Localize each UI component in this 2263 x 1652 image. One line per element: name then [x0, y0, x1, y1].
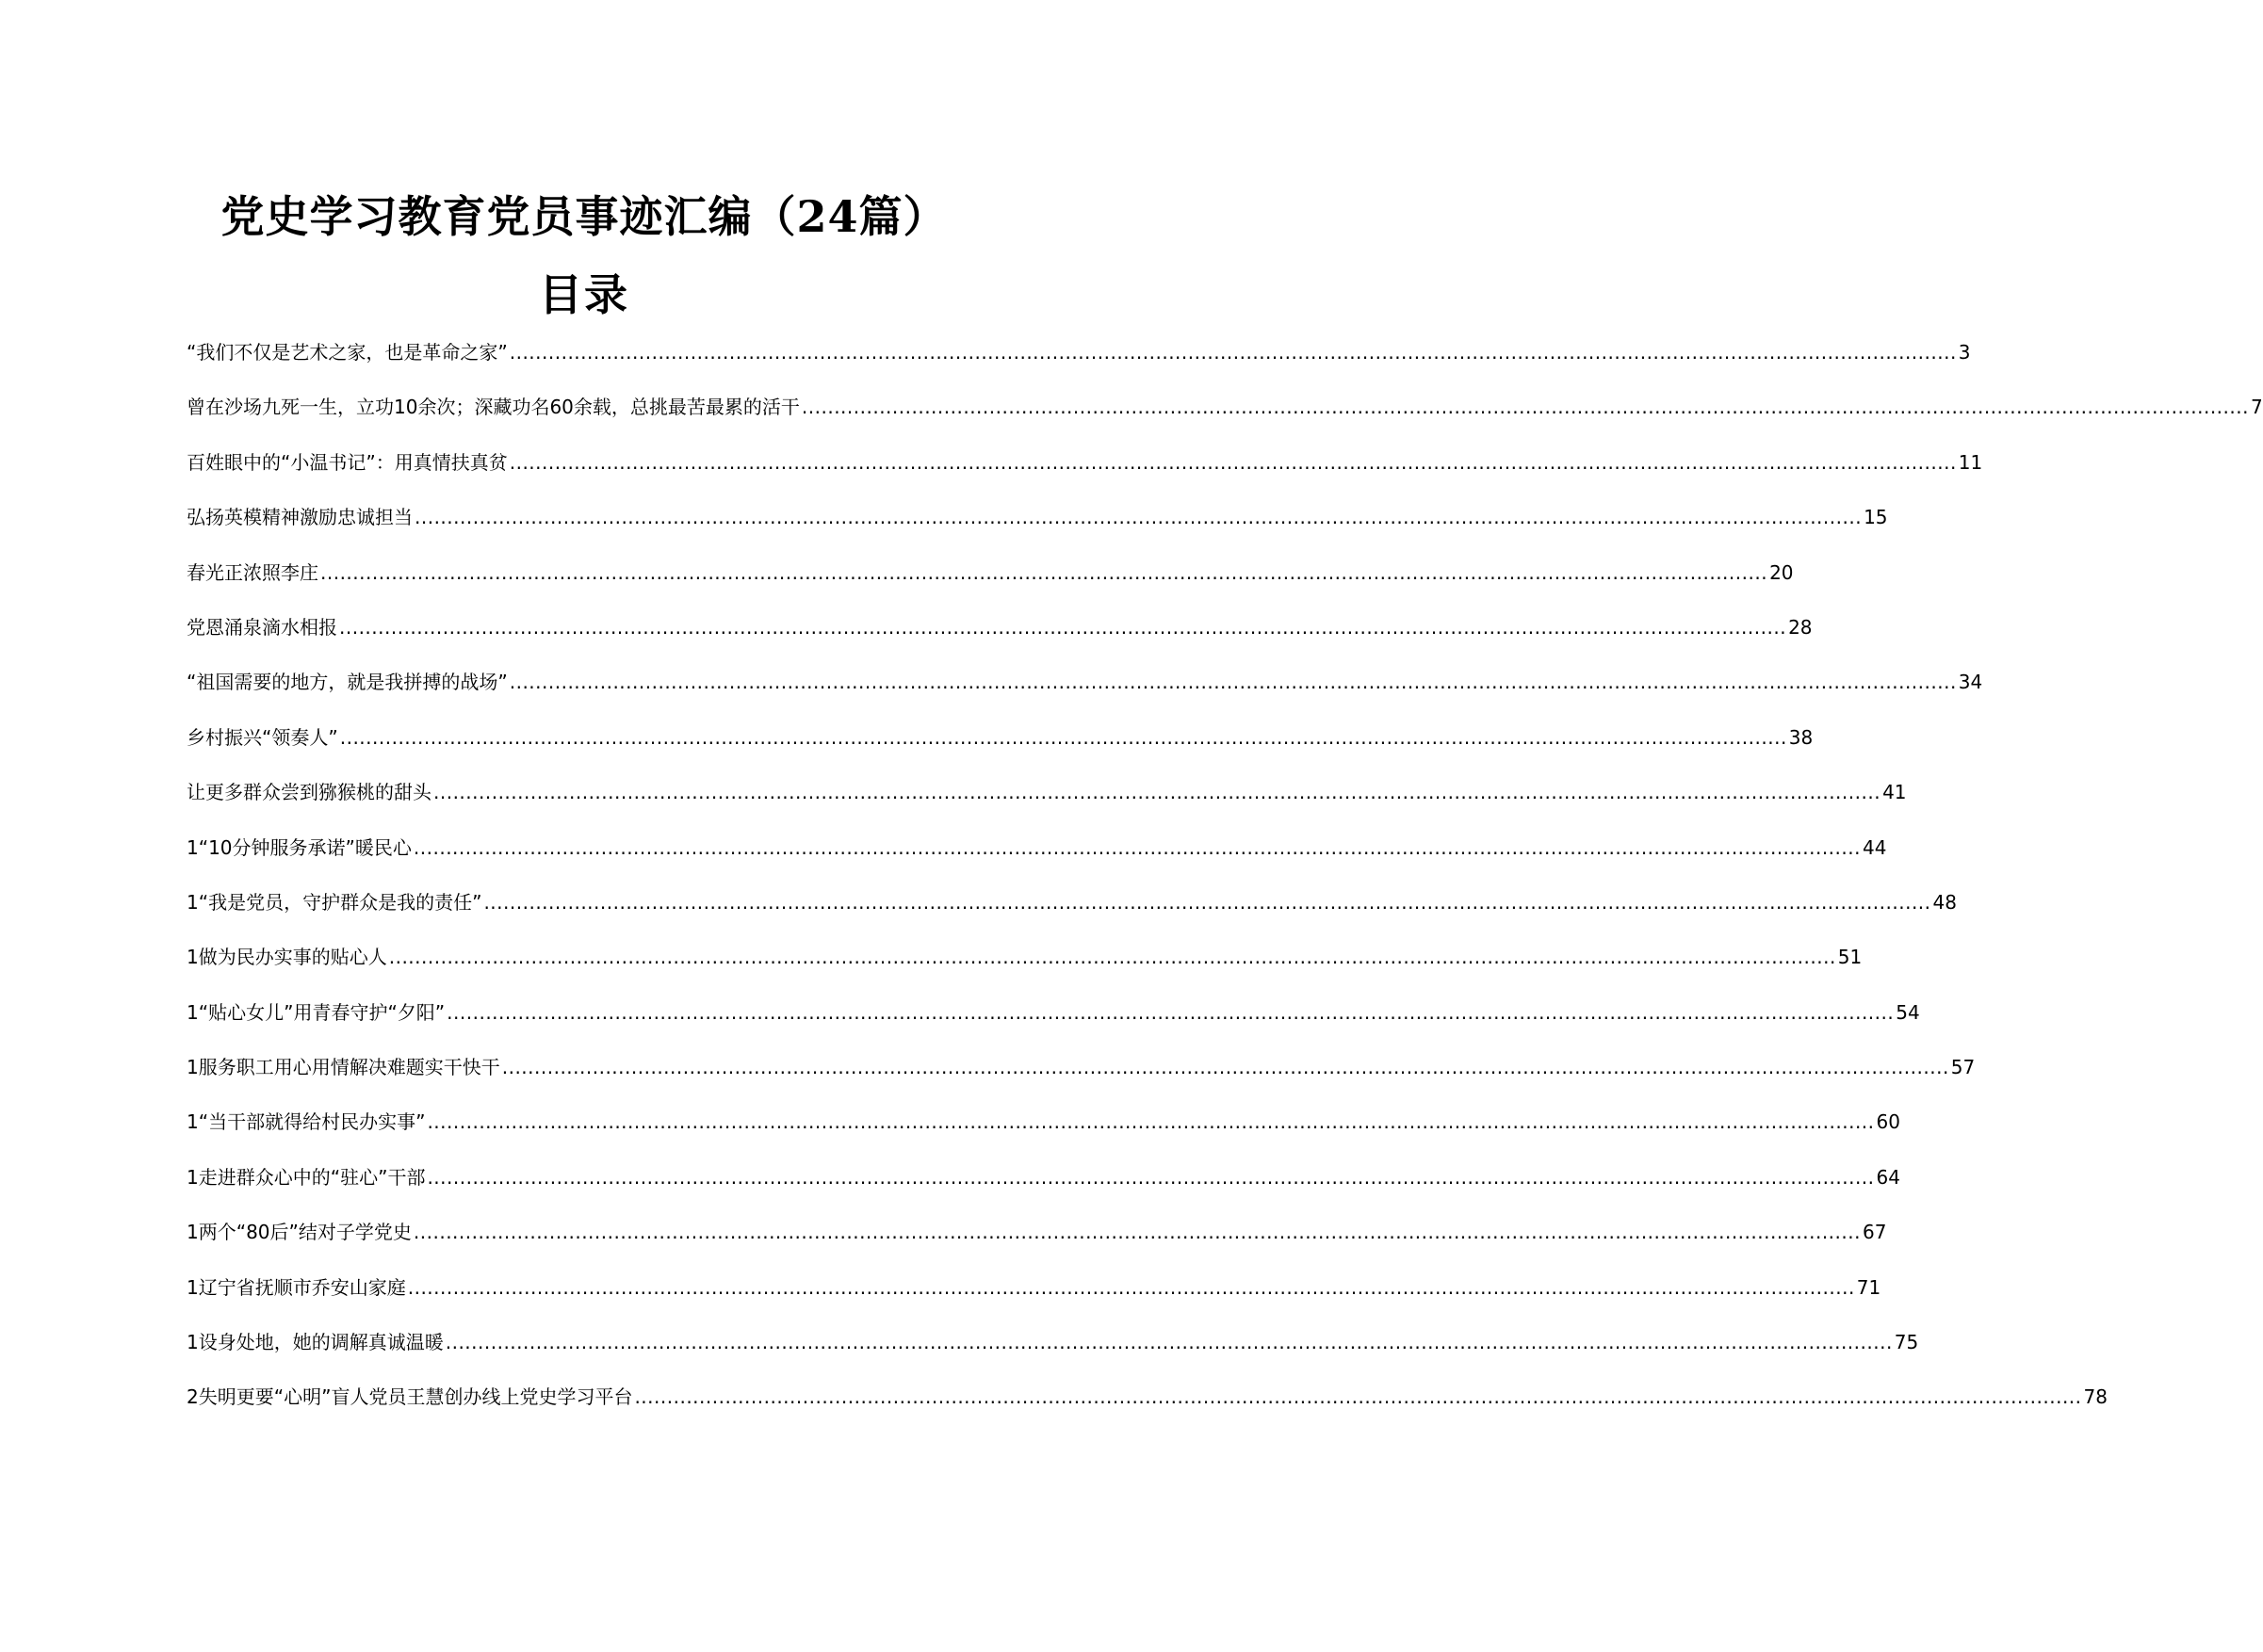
toc-entry[interactable]	[187, 1164, 1900, 1219]
toc-entry[interactable]	[187, 889, 1957, 944]
toc-entry[interactable]	[187, 944, 1863, 998]
toc-dot-leader	[502, 1054, 1949, 1080]
toc-page-number: 28	[1788, 615, 1813, 639]
toc-entry[interactable]	[187, 1054, 1976, 1109]
toc-entry-title: 乡村振兴“领奏人”	[187, 725, 338, 749]
toc-entry-title: 1设身处地，她的调解真诚温暖	[187, 1331, 444, 1354]
toc-entry[interactable]	[187, 339, 1971, 394]
toc-page-number: 60	[1876, 1110, 1900, 1134]
toc-page-number: 41	[1882, 781, 1907, 804]
toc-entry[interactable]	[187, 1384, 2108, 1438]
toc-entry[interactable]	[187, 449, 1983, 504]
toc-entry[interactable]	[187, 394, 2263, 448]
toc-page-number: 64	[1876, 1165, 1900, 1189]
toc-dot-leader	[427, 1164, 1874, 1190]
toc-page-number: 75	[1894, 1331, 1919, 1354]
toc-dot-leader	[802, 394, 2249, 420]
toc-entry[interactable]	[187, 1219, 1887, 1273]
toc-entry[interactable]	[187, 779, 1907, 834]
toc-entry-title: “祖国需要的地方，就是我拼搏的战场”	[187, 671, 508, 694]
toc-page-number: 78	[2083, 1385, 2108, 1409]
toc-entry[interactable]	[187, 999, 1920, 1054]
toc-page-number: 48	[1932, 890, 1957, 914]
toc-page-number: 38	[1788, 725, 1814, 749]
toc-page-number: 15	[1864, 506, 1888, 529]
toc-entry-title: 1“贴心女儿”用青春守护“夕阳”	[187, 1000, 446, 1024]
toc-entry-title: 党恩涌泉滴水相报	[187, 615, 337, 639]
toc-page-number: 54	[1896, 1000, 1920, 1024]
toc-dot-leader	[339, 614, 1786, 640]
toc-entry[interactable]	[187, 1329, 1919, 1384]
toc-entry[interactable]	[187, 1274, 1881, 1329]
toc-entry-title: 1“我是党员，守护群众是我的责任”	[187, 890, 482, 914]
toc-entry[interactable]	[187, 614, 1813, 669]
toc-entry-title: 1做为民办实事的贴心人	[187, 946, 387, 969]
toc-dot-leader	[414, 1219, 1861, 1245]
toc-heading: 目录	[539, 269, 629, 320]
toc-entry[interactable]	[187, 1109, 1900, 1163]
toc-entry[interactable]	[187, 724, 1814, 779]
toc-dot-leader	[433, 779, 1880, 805]
toc-entry-title: 曾在沙场九死一生，立功10余次；深藏功名60余载，总挑最苦最累的活干	[187, 396, 800, 419]
toc-entry-title: 1“10分钟服务承诺”暖民心	[187, 835, 412, 859]
toc-dot-leader	[408, 1274, 1855, 1301]
toc-entry-title: 1服务职工用心用情解决难题实干快干	[187, 1056, 500, 1079]
toc-entry[interactable]	[187, 504, 1888, 559]
toc-entry[interactable]	[187, 834, 1887, 889]
toc-dot-leader	[389, 944, 1836, 970]
toc-dot-leader	[510, 669, 1957, 695]
toc-entry-title: 让更多群众尝到猕猴桃的甜头	[187, 781, 431, 804]
toc-entry-title: 百姓眼中的“小温书记”：用真情扶真贫	[187, 450, 508, 474]
toc-entry-title: 2失明更要“心明”盲人党员王慧创办线上党史学习平台	[187, 1385, 633, 1409]
toc-page-number: 57	[1950, 1056, 1976, 1079]
toc-page-number: 3	[1958, 341, 1971, 364]
toc-page-number: 67	[1862, 1221, 1887, 1244]
toc-entry-title: 1“当干部就得给村民办实事”	[187, 1110, 426, 1134]
toc-entry-title: 弘扬英模精神激励忠诚担当	[187, 506, 413, 529]
toc-entry[interactable]	[187, 669, 1983, 723]
toc-entry-title: 春光正浓照李庄	[187, 560, 318, 584]
table-of-contents	[187, 339, 2263, 1439]
toc-entry-title: “我们不仅是艺术之家，也是革命之家”	[187, 341, 508, 364]
toc-page-number: 71	[1856, 1275, 1881, 1299]
toc-page-number: 51	[1837, 946, 1863, 969]
toc-dot-leader	[446, 1329, 1893, 1355]
toc-page-number: 44	[1862, 835, 1887, 859]
toc-dot-leader	[427, 1109, 1874, 1135]
toc-dot-leader	[634, 1384, 2081, 1410]
toc-dot-leader	[320, 559, 1767, 586]
toc-entry-title: 1辽宁省抚顺市乔安山家庭	[187, 1275, 406, 1299]
toc-dot-leader	[414, 834, 1861, 861]
toc-dot-leader	[483, 889, 1930, 915]
toc-page-number: 11	[1958, 450, 1983, 474]
toc-dot-leader	[447, 999, 1894, 1026]
toc-dot-leader	[415, 504, 1862, 530]
toc-page-number: 7	[2250, 396, 2263, 419]
toc-page-number: 20	[1769, 560, 1794, 584]
toc-dot-leader	[510, 449, 1957, 476]
toc-page-number: 34	[1958, 671, 1983, 694]
toc-entry[interactable]	[187, 559, 1794, 614]
toc-dot-leader	[340, 724, 1787, 751]
toc-entry-title: 1走进群众心中的“驻心”干部	[187, 1165, 426, 1189]
document-title: 党史学习教育党员事迹汇编（24篇）	[220, 191, 948, 242]
toc-entry-title: 1两个“80后”结对子学党史	[187, 1221, 412, 1244]
toc-dot-leader	[510, 339, 1957, 365]
